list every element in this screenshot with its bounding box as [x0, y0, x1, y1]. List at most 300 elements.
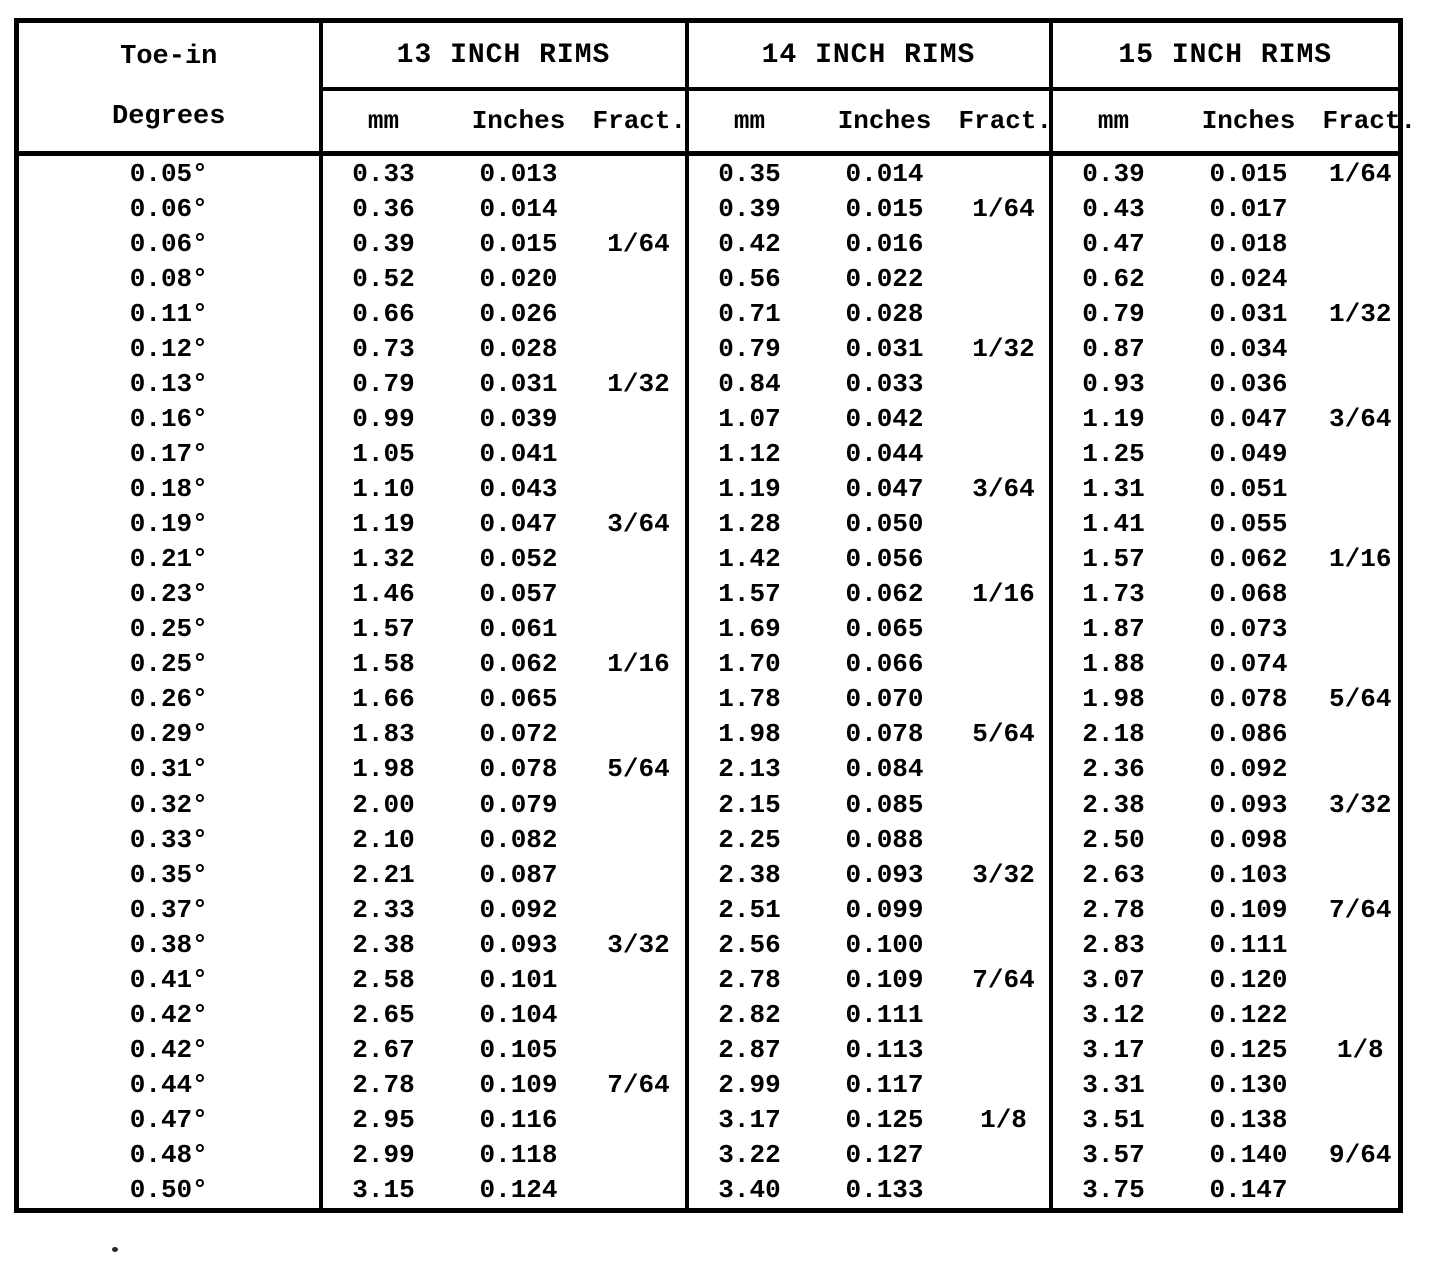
- mm-value: 0.39: [352, 229, 415, 259]
- rim-values-cell-14-inch: [687, 297, 1051, 332]
- table-row: [17, 297, 1401, 332]
- mm-value: 1.12: [718, 439, 781, 470]
- rim-values-cell-14-inch: [687, 472, 1051, 507]
- rim-values-cell-15-inch: [1051, 154, 1401, 192]
- table-body: [17, 154, 1401, 1211]
- table-row: [17, 822, 1401, 857]
- table-row: [17, 997, 1401, 1032]
- table-row: [17, 437, 1401, 472]
- inches-value: 0.103: [1209, 859, 1288, 890]
- table-row: [17, 577, 1401, 612]
- inches-value: 0.093: [1209, 789, 1288, 820]
- rim-values-cell-14-inch: [687, 612, 1051, 647]
- inches-value: 0.078: [479, 754, 558, 785]
- inches-value: 0.087: [479, 859, 558, 890]
- mm-value: 2.63: [1082, 859, 1145, 890]
- degrees-cell: 0.25°: [17, 612, 321, 647]
- rim-values-cell-14-inch: [687, 542, 1051, 577]
- mm-value: 3.40: [718, 1175, 781, 1206]
- table-row: [17, 507, 1401, 542]
- mm-value: 2.58: [352, 964, 415, 995]
- mm-value: 2.00: [352, 789, 415, 820]
- degrees-cell: 0.16°: [17, 402, 321, 437]
- inches-value: 0.062: [1209, 544, 1288, 575]
- rim-values-cell-15-inch: [1051, 1102, 1401, 1137]
- rim-values-cell-13-inch: [321, 154, 687, 192]
- degrees-cell: 0.26°: [17, 682, 321, 717]
- inches-value: 0.092: [1209, 754, 1288, 785]
- rim-values-cell-15-inch: [1051, 262, 1401, 297]
- degrees-cell: 0.11°: [17, 297, 321, 332]
- inches-value: 0.082: [479, 824, 558, 855]
- mm-value: 2.10: [352, 824, 415, 855]
- rim-values-cell-15-inch: [1051, 402, 1401, 437]
- rim-values-cell-14-inch: [687, 682, 1051, 717]
- mm-value: 1.07: [718, 404, 781, 435]
- rim-values-cell-15-inch: [1051, 577, 1401, 612]
- rim-values-cell-15-inch: [1051, 297, 1401, 332]
- mm-value: 3.22: [718, 1139, 781, 1170]
- rim-values-cell-15-inch: [1051, 1067, 1401, 1102]
- mm-value: 1.57: [352, 614, 415, 645]
- table-row: [17, 1102, 1401, 1137]
- inches-value: 0.043: [479, 474, 558, 505]
- mm-value: 2.83: [1082, 929, 1145, 960]
- degrees-cell: 0.47°: [17, 1102, 321, 1137]
- rim-values-cell-13-inch: [321, 647, 687, 682]
- mm-value: 2.78: [352, 1069, 415, 1100]
- mm-value: 2.82: [718, 999, 781, 1030]
- inches-value: 0.044: [845, 439, 924, 470]
- rim-values-cell-13-inch: [321, 1067, 687, 1102]
- mm-value: 0.71: [718, 299, 781, 330]
- rim-values-cell-15-inch: [1051, 927, 1401, 962]
- inches-value: 0.014: [479, 193, 558, 224]
- col-header-fract: Fract.: [592, 106, 687, 137]
- col-header-mm: mm: [733, 106, 766, 137]
- inches-value: 0.101: [479, 964, 558, 995]
- inches-value: 0.111: [845, 999, 924, 1030]
- rim-values-cell-14-inch: [687, 191, 1051, 226]
- rim-values-cell-15-inch: [1051, 1172, 1401, 1210]
- fraction-value: 1/32: [972, 334, 1035, 365]
- inches-value: 0.014: [845, 158, 924, 189]
- mm-value: 0.87: [1082, 334, 1145, 365]
- fraction-value: 3/64: [972, 474, 1035, 505]
- subheaders-13-inch: [321, 89, 687, 153]
- fraction-value: 7/64: [607, 1069, 670, 1100]
- subheaders-14-inch: [687, 89, 1051, 153]
- inches-value: 0.072: [479, 719, 558, 750]
- rim-values-cell-14-inch: [687, 1172, 1051, 1210]
- mm-value: 0.56: [718, 264, 781, 295]
- mm-value: 0.52: [352, 264, 415, 295]
- rim-values-cell-14-inch: [687, 647, 1051, 682]
- inches-value: 0.117: [845, 1069, 924, 1100]
- inches-value: 0.092: [479, 894, 558, 925]
- degrees-cell: 0.06°: [17, 226, 321, 261]
- mm-value: 2.78: [718, 964, 781, 995]
- rim-values-cell-15-inch: [1051, 437, 1401, 472]
- inches-value: 0.093: [479, 929, 558, 960]
- table-row: [17, 1137, 1401, 1172]
- inches-value: 0.018: [1209, 229, 1288, 259]
- col-header-inches: Inches: [837, 106, 932, 137]
- table-row: [17, 647, 1401, 682]
- mm-value: 2.99: [718, 1069, 781, 1100]
- table-row: [17, 892, 1401, 927]
- group-title-14-inch: 14 INCH RIMS: [687, 21, 1051, 90]
- degrees-cell: 0.29°: [17, 717, 321, 752]
- rim-values-cell-13-inch: [321, 1137, 687, 1172]
- fraction-value: 5/64: [607, 754, 670, 785]
- rim-values-cell-14-inch: [687, 997, 1051, 1032]
- mm-value: 0.99: [352, 404, 415, 435]
- mm-value: 3.31: [1082, 1069, 1145, 1100]
- mm-value: 3.12: [1082, 999, 1145, 1030]
- inches-value: 0.057: [479, 579, 558, 610]
- mm-value: 2.78: [1082, 894, 1145, 925]
- inches-value: 0.016: [845, 229, 924, 259]
- mm-value: 2.13: [718, 754, 781, 785]
- rim-values-cell-14-inch: [687, 822, 1051, 857]
- rim-values-cell-13-inch: [321, 437, 687, 472]
- table-row: [17, 752, 1401, 787]
- table-row: [17, 367, 1401, 402]
- mm-value: 1.98: [352, 754, 415, 785]
- inches-value: 0.122: [1209, 999, 1288, 1030]
- table-row: [17, 682, 1401, 717]
- rim-values-cell-13-inch: [321, 472, 687, 507]
- inches-value: 0.052: [479, 544, 558, 575]
- inches-value: 0.105: [479, 1034, 558, 1065]
- degrees-cell: 0.48°: [17, 1137, 321, 1172]
- inches-value: 0.088: [845, 824, 924, 855]
- group-title-15-inch: 15 INCH RIMS: [1051, 21, 1401, 90]
- degrees-cell: 0.42°: [17, 1032, 321, 1067]
- rim-values-cell-13-inch: [321, 226, 687, 261]
- table-row: [17, 962, 1401, 997]
- table-header: [17, 21, 1417, 154]
- rim-values-cell-14-inch: [687, 437, 1051, 472]
- inches-value: 0.085: [845, 789, 924, 820]
- inches-value: 0.036: [1209, 369, 1288, 400]
- mm-value: 2.18: [1082, 719, 1145, 750]
- mm-value: 2.67: [352, 1034, 415, 1065]
- rim-values-cell-14-inch: [687, 752, 1051, 787]
- inches-value: 0.073: [1209, 614, 1288, 645]
- mm-value: 2.33: [352, 894, 415, 925]
- mm-value: 2.65: [352, 999, 415, 1030]
- rim-values-cell-15-inch: [1051, 822, 1401, 857]
- inches-value: 0.041: [479, 439, 558, 470]
- mm-value: 1.83: [352, 719, 415, 750]
- inches-value: 0.147: [1209, 1175, 1288, 1206]
- fraction-value: 7/64: [972, 964, 1035, 995]
- mm-value: 3.75: [1082, 1175, 1145, 1206]
- rim-values-cell-13-inch: [321, 997, 687, 1032]
- inches-value: 0.100: [845, 929, 924, 960]
- degrees-cell: 0.32°: [17, 787, 321, 822]
- rim-values-cell-14-inch: [687, 577, 1051, 612]
- mm-value: 1.41: [1082, 509, 1145, 540]
- inches-value: 0.109: [845, 964, 924, 995]
- rim-values-cell-13-inch: [321, 577, 687, 612]
- inches-value: 0.070: [845, 684, 924, 715]
- mm-value: 0.93: [1082, 369, 1145, 400]
- scan-artifact-dot: [112, 1247, 118, 1252]
- mm-value: 1.58: [352, 649, 415, 680]
- fraction-value: 1/16: [972, 579, 1035, 610]
- col-header-inches: Inches: [1201, 106, 1296, 137]
- rim-values-cell-13-inch: [321, 787, 687, 822]
- table-row: [17, 226, 1401, 261]
- degrees-cell: 0.13°: [17, 367, 321, 402]
- fraction-value: 1/64: [607, 229, 670, 259]
- inches-value: 0.050: [845, 509, 924, 540]
- degrees-cell: 0.17°: [17, 437, 321, 472]
- fraction-value: 5/64: [972, 719, 1035, 750]
- inches-value: 0.078: [1209, 684, 1288, 715]
- inches-value: 0.140: [1209, 1139, 1288, 1170]
- col-header-mm: mm: [1097, 106, 1130, 137]
- mm-value: 2.25: [718, 824, 781, 855]
- table-row: [17, 927, 1401, 962]
- mm-value: 2.21: [352, 859, 415, 890]
- mm-value: 1.19: [718, 474, 781, 505]
- mm-value: 2.15: [718, 789, 781, 820]
- rim-values-cell-13-inch: [321, 1102, 687, 1137]
- mm-value: 1.88: [1082, 649, 1145, 680]
- mm-value: 1.98: [1082, 684, 1145, 715]
- rim-values-cell-13-inch: [321, 542, 687, 577]
- rim-values-cell-15-inch: [1051, 647, 1401, 682]
- fraction-value: 1/16: [1329, 544, 1392, 575]
- rim-values-cell-13-inch: [321, 367, 687, 402]
- mm-value: 2.36: [1082, 754, 1145, 785]
- degrees-cell: 0.25°: [17, 647, 321, 682]
- inches-value: 0.133: [845, 1175, 924, 1206]
- inches-value: 0.065: [479, 684, 558, 715]
- inches-value: 0.015: [845, 193, 924, 224]
- inches-value: 0.093: [845, 859, 924, 890]
- rim-values-cell-15-inch: [1051, 367, 1401, 402]
- mm-value: 3.15: [352, 1175, 415, 1206]
- rim-values-cell-13-inch: [321, 191, 687, 226]
- mm-value: 0.73: [352, 334, 415, 365]
- mm-value: 2.87: [718, 1034, 781, 1065]
- degrees-cell: 0.38°: [17, 927, 321, 962]
- mm-value: 1.19: [1082, 404, 1145, 435]
- mm-value: 0.62: [1082, 264, 1145, 295]
- rim-values-cell-14-inch: [687, 892, 1051, 927]
- toe-in-conversion-table: [14, 18, 1417, 1213]
- inches-value: 0.109: [479, 1069, 558, 1100]
- mm-value: 1.70: [718, 649, 781, 680]
- inches-value: 0.113: [845, 1034, 924, 1065]
- inches-value: 0.013: [479, 158, 558, 189]
- mm-value: 1.32: [352, 544, 415, 575]
- rim-values-cell-13-inch: [321, 822, 687, 857]
- rim-values-cell-15-inch: [1051, 997, 1401, 1032]
- rim-values-cell-13-inch: [321, 612, 687, 647]
- fraction-value: 1/64: [1329, 158, 1392, 189]
- inches-value: 0.056: [845, 544, 924, 575]
- inches-value: 0.098: [1209, 824, 1288, 855]
- rim-values-cell-15-inch: [1051, 226, 1401, 261]
- rim-values-cell-14-inch: [687, 717, 1051, 752]
- inches-value: 0.068: [1209, 579, 1288, 610]
- degrees-cell: 0.41°: [17, 962, 321, 997]
- inches-value: 0.078: [845, 719, 924, 750]
- inches-value: 0.017: [1209, 193, 1288, 224]
- degrees-cell: 0.33°: [17, 822, 321, 857]
- table-row: [17, 857, 1401, 892]
- fraction-value: 3/64: [607, 509, 670, 540]
- degrees-cell: 0.18°: [17, 472, 321, 507]
- col-header-fract: Fract.: [958, 106, 1053, 137]
- inches-value: 0.130: [1209, 1069, 1288, 1100]
- rim-values-cell-13-inch: [321, 927, 687, 962]
- mm-value: 0.33: [352, 158, 415, 189]
- mm-value: 2.38: [1082, 789, 1145, 820]
- mm-value: 2.38: [718, 859, 781, 890]
- rim-values-cell-15-inch: [1051, 1032, 1401, 1067]
- rim-values-cell-13-inch: [321, 962, 687, 997]
- mm-value: 3.17: [718, 1104, 781, 1135]
- degrees-cell: 0.35°: [17, 857, 321, 892]
- rim-values-cell-14-inch: [687, 507, 1051, 542]
- degrees-cell: 0.50°: [17, 1172, 321, 1210]
- inches-value: 0.127: [845, 1139, 924, 1170]
- mm-value: 0.36: [352, 193, 415, 224]
- inches-value: 0.124: [479, 1175, 558, 1206]
- inches-value: 0.062: [845, 579, 924, 610]
- fraction-value: 1/32: [1329, 299, 1392, 330]
- mm-value: 1.66: [352, 684, 415, 715]
- inches-value: 0.111: [1209, 929, 1288, 960]
- mm-value: 1.28: [718, 509, 781, 540]
- mm-value: 1.78: [718, 684, 781, 715]
- degrees-cell: 0.06°: [17, 191, 321, 226]
- rim-values-cell-14-inch: [687, 154, 1051, 192]
- rim-values-cell-13-inch: [321, 402, 687, 437]
- col-header-inches: Inches: [471, 106, 566, 137]
- mm-value: 0.35: [718, 158, 781, 189]
- rim-values-cell-15-inch: [1051, 857, 1401, 892]
- inches-value: 0.118: [479, 1139, 558, 1170]
- fraction-value: 3/32: [1329, 789, 1392, 820]
- mm-value: 2.50: [1082, 824, 1145, 855]
- rim-values-cell-15-inch: [1051, 332, 1401, 367]
- mm-value: 1.69: [718, 614, 781, 645]
- mm-value: 0.79: [352, 369, 415, 400]
- rim-values-cell-15-inch: [1051, 787, 1401, 822]
- rim-values-cell-15-inch: [1051, 717, 1401, 752]
- inches-value: 0.051: [1209, 474, 1288, 505]
- mm-value: 1.25: [1082, 439, 1145, 470]
- inches-value: 0.116: [479, 1104, 558, 1135]
- rim-values-cell-14-inch: [687, 787, 1051, 822]
- inches-value: 0.042: [845, 404, 924, 435]
- inches-value: 0.039: [479, 404, 558, 435]
- rim-values-cell-13-inch: [321, 682, 687, 717]
- inches-value: 0.047: [1209, 404, 1288, 435]
- fraction-value: 9/64: [1329, 1139, 1392, 1170]
- rim-values-cell-15-inch: [1051, 612, 1401, 647]
- table-row: [17, 402, 1401, 437]
- degrees-cell: 0.23°: [17, 577, 321, 612]
- fraction-value: 1/32: [607, 369, 670, 400]
- inches-value: 0.028: [845, 299, 924, 330]
- degrees-cell: 0.21°: [17, 542, 321, 577]
- mm-value: 1.57: [718, 579, 781, 610]
- degrees-header-line2: Degrees: [112, 102, 226, 132]
- fraction-value: 3/32: [972, 859, 1035, 890]
- inches-value: 0.034: [1209, 334, 1288, 365]
- rim-values-cell-15-inch: [1051, 682, 1401, 717]
- degrees-cell: 0.37°: [17, 892, 321, 927]
- inches-value: 0.120: [1209, 964, 1288, 995]
- degrees-cell: 0.08°: [17, 262, 321, 297]
- table-row: [17, 542, 1401, 577]
- rim-values-cell-13-inch: [321, 507, 687, 542]
- rim-values-cell-14-inch: [687, 1032, 1051, 1067]
- rim-values-cell-14-inch: [687, 1137, 1051, 1172]
- inches-value: 0.015: [1209, 158, 1288, 189]
- fraction-value: 1/8: [1336, 1034, 1384, 1065]
- degrees-header-cell: [17, 21, 321, 154]
- inches-value: 0.031: [1209, 299, 1288, 330]
- mm-value: 2.38: [352, 929, 415, 960]
- mm-value: 1.73: [1082, 579, 1145, 610]
- mm-value: 0.84: [718, 369, 781, 400]
- rim-values-cell-15-inch: [1051, 191, 1401, 226]
- mm-value: 3.51: [1082, 1104, 1145, 1135]
- fraction-value: 3/32: [607, 929, 670, 960]
- inches-value: 0.026: [479, 299, 558, 330]
- mm-value: 1.42: [718, 544, 781, 575]
- inches-value: 0.015: [479, 229, 558, 259]
- rim-values-cell-15-inch: [1051, 962, 1401, 997]
- rim-values-cell-13-inch: [321, 297, 687, 332]
- degrees-cell: 0.42°: [17, 997, 321, 1032]
- degrees-header-line1: Toe-in: [120, 42, 218, 72]
- rim-values-cell-13-inch: [321, 717, 687, 752]
- inches-value: 0.020: [479, 264, 558, 295]
- inches-value: 0.125: [1209, 1034, 1288, 1065]
- rim-values-cell-13-inch: [321, 1032, 687, 1067]
- mm-value: 0.79: [1082, 299, 1145, 330]
- table-row: [17, 1172, 1401, 1210]
- inches-value: 0.066: [845, 649, 924, 680]
- degrees-cell: 0.44°: [17, 1067, 321, 1102]
- degrees-cell: 0.05°: [17, 154, 321, 192]
- mm-value: 2.51: [718, 894, 781, 925]
- rim-values-cell-14-inch: [687, 226, 1051, 261]
- mm-value: 1.31: [1082, 474, 1145, 505]
- mm-value: 0.43: [1082, 193, 1145, 224]
- inches-value: 0.024: [1209, 264, 1288, 295]
- mm-value: 1.57: [1082, 544, 1145, 575]
- rim-values-cell-13-inch: [321, 752, 687, 787]
- fraction-value: 3/64: [1329, 404, 1392, 435]
- mm-value: 0.39: [1082, 158, 1145, 189]
- table-row: [17, 262, 1401, 297]
- rim-values-cell-13-inch: [321, 1172, 687, 1210]
- inches-value: 0.031: [845, 334, 924, 365]
- mm-value: 1.19: [352, 509, 415, 540]
